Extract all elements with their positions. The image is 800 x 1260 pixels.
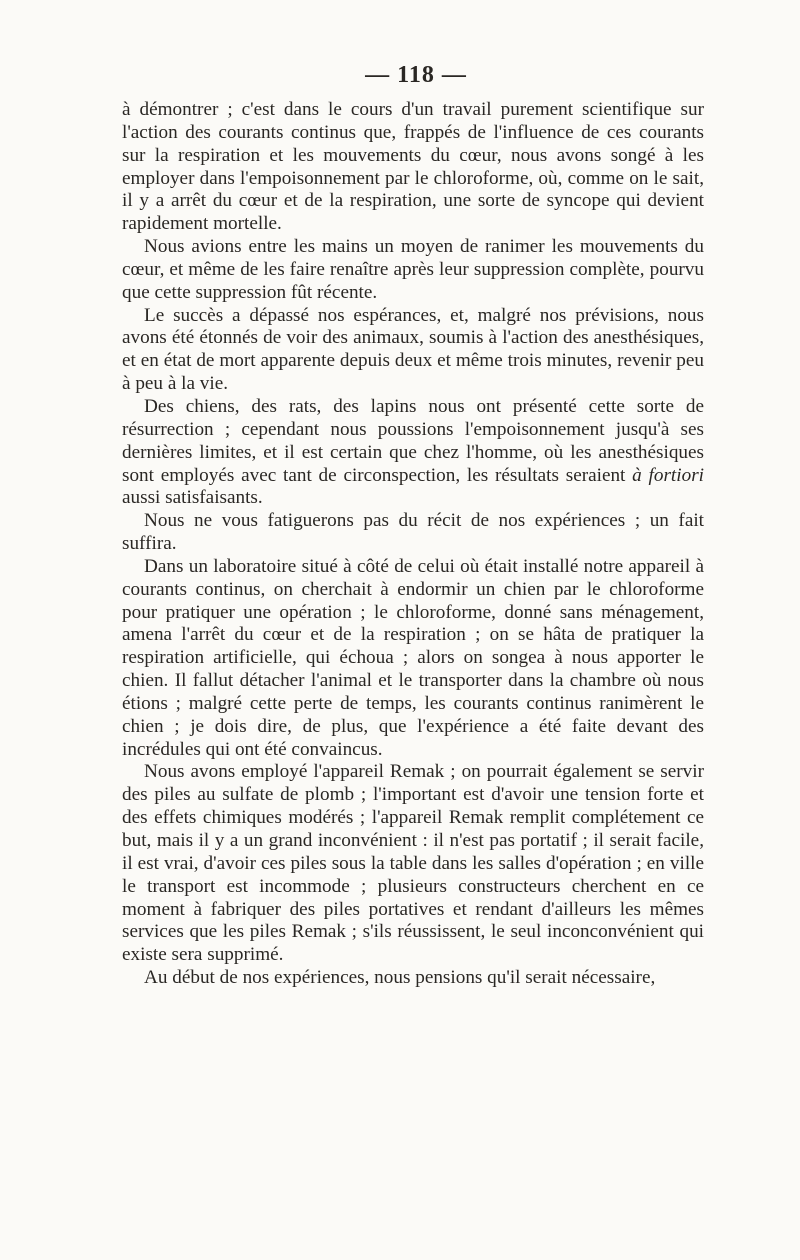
paragraph-4-text-start: Des chiens, des rats, des lapins nous ont présenté cette sorte de résurrection ; cependant nous poussions l'empoisonnement jusqu'à ses dernières limites, et il est certain que chez l'homme, où les anesthésiques sont employés avec tant de circonspection, les résultats seraient — [122, 395, 704, 486]
paragraph-1: à démontrer ; c'est dans le cours d'un travail purement scientifique sur l'action des courants continus que, frappés de l'influence de ces courants sur la respiration et les mouvements du cœur, nous avons songé à les employer dans l'empoisonnement par le chloroforme, où, comme on le sait, il y a arrêt du cœur et de la respiration, une sorte de syncope qui devient rapidement mortelle. — [122, 99, 704, 235]
page-number: — 118 — — [365, 62, 467, 88]
paragraph-3: Le succès a dépassé nos espérances, et, malgré nos prévisions, nous avons été étonnés de voir des animaux, soumis à l'action des anesthésiques, et en état de mort apparente depuis deux et même trois minutes, revenir peu à peu à la vie. — [122, 304, 704, 395]
paragraph-7: Nous avons employé l'appareil Remak ; on pourrait également se servir des piles au sulfate de plomb ; l'important est d'avoir une tension forte et des effets chimiques modérés ; l'appareil Remak remplit complétement ce but, mais il y a un grand inconvénient : il n'est pas portatif ; il serait facile, il est vrai, d'avoir ces piles sous la table dans les salles d'opération ; en ville le transport est incommode ; plusieurs constructeurs cherchent en ce moment à fabriquer des piles portatives et rendant d'ailleurs les mêmes services que les piles Remak ; s'ils réussissent, le seul inconconvénient qui existe sera supprimé. — [122, 761, 704, 966]
paragraph-4 — [122, 396, 704, 510]
paragraph-4-text-end: aussi satisfaisants. — [122, 487, 263, 509]
document-page — [122, 62, 704, 990]
paragraph-2: Nous avions entre les mains un moyen de ranimer les mouvements du cœur, et même de les faire renaître après leur suppression complète, pourvu que cette suppression fût récente. — [122, 236, 704, 303]
paragraph-6: Dans un laboratoire situé à côté de celui où était installé notre appareil à courants continus, on cherchait à endormir un chien par le chloroforme pour pratiquer une opération ; le chloroforme, donné sans ménagement, amena l'arrêt du cœur et de la respiration ; on se hâta de pratiquer la respiration artificielle, qui échoua ; alors on songea à nous apporter le chien. Il fallut détacher l'animal et le transporter dans la chambre où nous étions ; malgré cette perte de temps, les courants continus ranimèrent le chien ; je dois dire, de plus, que l'expérience a été faite devant des incrédules qui ont été convaincus. — [122, 555, 704, 760]
italic-phrase: à fortiori — [632, 464, 704, 486]
paragraph-5: Nous ne vous fatiguerons pas du récit de nos expériences ; un fait suffira. — [122, 510, 704, 555]
paragraph-8: Au début de nos expériences, nous pensions qu'il serait nécessaire, — [144, 967, 656, 989]
